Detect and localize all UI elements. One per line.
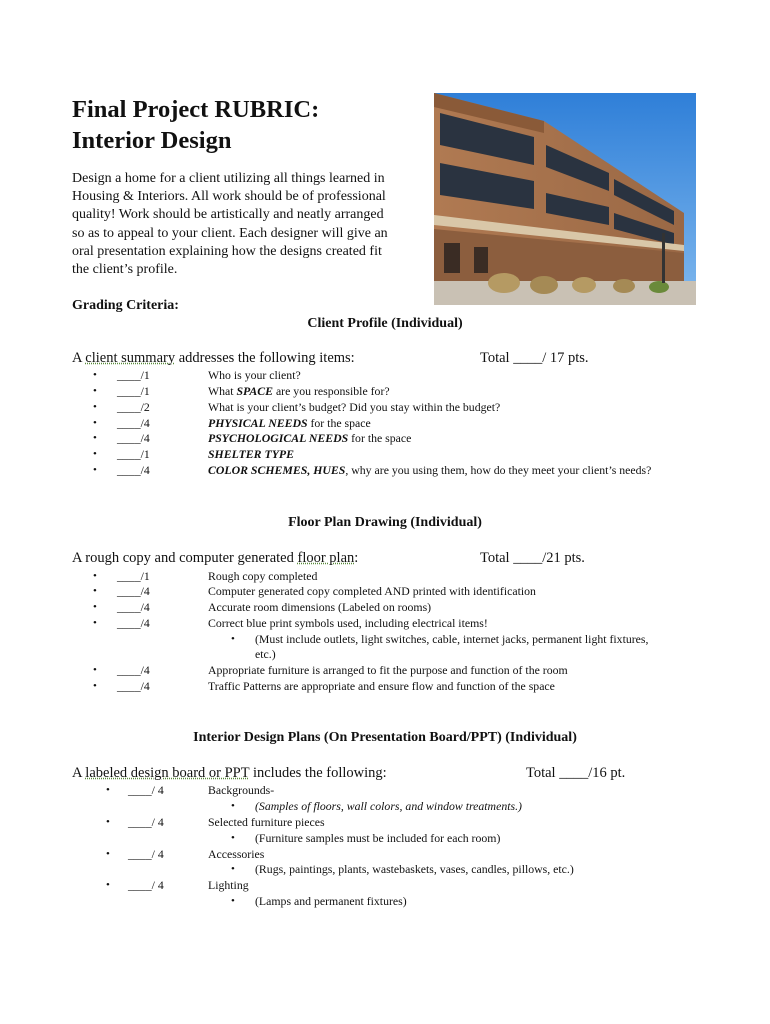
design-plans-heading: Interior Design Plans (On Presentation Board/PPT) (Individual) [193, 730, 577, 745]
design-total: Total ____/16 pt. [526, 765, 626, 781]
floor-plan-lead: A rough copy and computer generated floor plan: [72, 550, 359, 566]
floor-plan-heading: Floor Plan Drawing (Individual) [288, 515, 482, 530]
design-board-lead: A labeled design board or PPT includes the following: [72, 765, 387, 781]
client-summary-lead: A client summary addresses the following items: [72, 350, 355, 366]
building-photo [434, 93, 696, 305]
client-profile-heading: Client Profile (Individual) [307, 316, 463, 331]
building-image [434, 93, 696, 305]
intro-paragraph: Design a home for a client utilizing all things learned in Housing & Interiors. All work should be of professional quality! Work should be artistically and neatly arranged so as to appeal to your client. Each designer will give an oral presentation explaining how the designs created fit the client’s profile. [72, 171, 388, 278]
floor-plan-total: Total ____/21 pts. [480, 550, 585, 566]
grading-criteria-label: Grading Criteria: [72, 298, 179, 313]
page-title: Final Project RUBRIC: Interior Design [72, 96, 320, 154]
client-total: Total ____/ 17 pts. [480, 350, 589, 366]
